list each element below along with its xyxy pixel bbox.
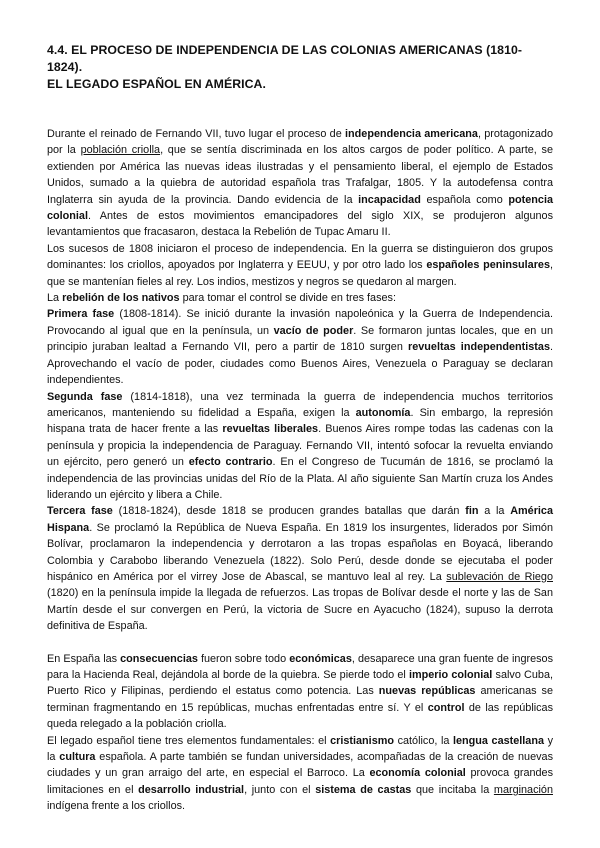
bold-term: imperio colonial bbox=[408, 669, 493, 681]
text-run: española como bbox=[420, 193, 509, 206]
bold-term: potencia colonial bbox=[47, 193, 553, 223]
text-run: católico, la bbox=[394, 734, 453, 747]
text-run: que incitaba la bbox=[411, 783, 494, 796]
text-run: Durante el reinado de Fernando VII, tuvo lugar el proceso de bbox=[47, 128, 346, 140]
bold-term: económicas bbox=[289, 652, 352, 665]
text-run: . Se formaron juntas locales, que en un principio juraban lealtad a Fernando VII, pero a partir de 1810 surgen bbox=[47, 324, 553, 354]
text-run: . Sin embargo, la represión hispana trata de hacer frente a las bbox=[47, 406, 553, 436]
underlined-term: sublevación de Riego bbox=[446, 570, 553, 583]
title-line-2: EL LEGADO ESPAÑOL EN AMÉRICA. bbox=[47, 77, 266, 91]
title-line-1: 4.4. EL PROCESO DE INDEPENDENCIA DE LAS COLONIAS AMERICANAS (1810-1824). bbox=[47, 43, 522, 74]
text-run: provoca grandes limitaciones en el bbox=[47, 767, 553, 796]
paragraph-segunda-fase bbox=[47, 389, 553, 504]
text-run: El legado español tiene tres elementos fundamentales: el bbox=[47, 734, 331, 747]
text-run: , que se mantenían fieles al rey. Los indios, mestizos y negros se quedaron al margen. bbox=[47, 259, 553, 288]
paragraph-1808 bbox=[47, 241, 553, 290]
underlined-term: población criolla bbox=[80, 144, 161, 157]
text-run: La bbox=[47, 292, 63, 305]
text-run: salvo Cuba, Puerto Rico y Filipinas, perdiendo el estatus como potencia. Las bbox=[47, 669, 553, 698]
bold-term: rebelión de los nativos bbox=[62, 292, 180, 305]
bold-term: control bbox=[427, 701, 465, 714]
text-run: a la bbox=[478, 505, 511, 518]
bold-term: desarrollo industrial bbox=[138, 783, 245, 796]
text-run: (1818-1824), desde 1818 se producen grandes batallas que darán bbox=[112, 505, 466, 518]
paragraph-rebelion bbox=[47, 290, 553, 306]
document-title bbox=[47, 42, 553, 93]
bold-term: sistema de castas bbox=[315, 783, 412, 796]
text-run: (1808-1814). Se inició durante la invasión napoleónica y la Guerra de Independencia. Provocando al igual que en la península, un bbox=[47, 308, 554, 337]
text-run: . Aprovechando el vacío de poder, ciudades como Buenos Aires, Venezuela o Paraguay se declaran independientes. bbox=[47, 341, 553, 387]
bold-term: incapacidad bbox=[358, 193, 421, 206]
document-page bbox=[47, 42, 553, 815]
text-run: . Buenos Aires rompe todas las cadenas con la península y propicia la independencia de Paraguay. Fernando VII, intentó sofocar la revuelta enviando un ejército, pero generó un bbox=[47, 423, 553, 469]
paragraph-gap bbox=[47, 635, 553, 651]
text-run: En España las bbox=[47, 652, 121, 665]
text-run: americanas se terminan fragmentando en 15 repúblicas, muchas enfrentadas entre sí. Y el bbox=[47, 685, 553, 714]
paragraph-intro bbox=[47, 126, 553, 241]
bold-term: efecto contrario bbox=[188, 456, 273, 469]
text-run: de las repúblicas queda relegado a la población criolla. bbox=[47, 701, 554, 731]
bold-term: economía colonial bbox=[369, 767, 466, 780]
paragraph-tercera-fase bbox=[47, 503, 553, 634]
bold-term: revueltas independentistas bbox=[408, 341, 550, 354]
text-run: . Antes de estos movimientos emancipadores del siglo XIX, se produjeron algunos levantamientos que fracasaron, destaca la Rebelión de Tupac Amaru II. bbox=[47, 210, 553, 239]
bold-term: consecuencias bbox=[120, 652, 198, 665]
bold-term: fin bbox=[465, 505, 479, 518]
text-run: . En el Congreso de Tucumán de 1816, se proclamó la independencia de las provincias unidas del Río de la Plata. Al año siguiente San Martín cruza los Andes liderando un ejército y libera a Chile. bbox=[47, 456, 554, 501]
paragraph-primera-fase bbox=[47, 306, 553, 388]
bold-term: autonomía bbox=[355, 406, 411, 419]
underlined-term: marginación bbox=[493, 783, 553, 796]
text-run: . Se proclamó la República de Nueva España. En 1819 los insurgentes, liderados por Simón Bolívar, proclamaron la independencia y derrotaron a las tropas españolas en Boyacá, liberando Colombia y Carabobo liberando Venezuela (1822). Solo Perú, desde donde se ejecutaba el poder hispánico en América por el virrey Jose de Abascal, se mantuvo leal al rey. La bbox=[47, 521, 553, 583]
text-run: Los sucesos de 1808 iniciaron el proceso de independencia. En la guerra se distinguieron dos grupos dominantes: los criollos, apoyados por Inglaterra y EEUU, y por otro lado los bbox=[47, 242, 553, 272]
bold-term: españoles peninsulares bbox=[426, 259, 550, 272]
bold-term: nuevas repúblicas bbox=[378, 685, 476, 698]
text-run: , protagonizado por la bbox=[47, 128, 553, 157]
text-run: española. A parte también se fundan universidades, acompañadas de la creación de nuevas ciudades y un gran arraigo del arte, en especial el Barroco. La bbox=[47, 751, 553, 780]
text-run: (1814-1818), una vez terminada la guerra de independencia muchos territorios americanos, manteniendo su fidelidad a España, exigen la bbox=[47, 390, 553, 419]
bold-term: lengua castellana bbox=[453, 734, 544, 747]
text-run: para tomar el control se divide en tres fases: bbox=[179, 292, 396, 305]
text-run: indígena frente a los criollos. bbox=[47, 800, 186, 813]
text-run: , junto con el bbox=[244, 783, 316, 796]
paragraph-legado bbox=[47, 733, 553, 815]
bold-term: independencia americana bbox=[345, 128, 478, 140]
bold-term: revueltas liberales bbox=[222, 423, 319, 436]
text-run: fueron sobre todo bbox=[197, 652, 290, 665]
bold-term: cultura bbox=[59, 751, 96, 764]
text-run: (1820) en la península impide la llegada de refuerzos. Las tropas de Bolívar desde el norte y las de San Martín desde el sur convergen en Perú, la victoria de Sucre en Ayacucho (1824), supuso la derrota definitiva de España. bbox=[47, 587, 553, 633]
bold-term: cristianismo bbox=[330, 734, 394, 747]
bold-term: Primera fase bbox=[47, 308, 115, 321]
text-run: , que se sentía discriminada en los altos cargos de poder político. A parte, se extienden por América las nuevas ideas ilustradas y el pensamiento liberal, el ejemplo de Estados Unidos, sumado a la quiebra de autoridad española tras Trafalgar, 1805. Y la autodefensa contra Inglaterra sin ayuda de la provincia. Dando evidencia de la bbox=[47, 144, 554, 206]
bold-term: Segunda fase bbox=[47, 390, 123, 403]
bold-term: Tercera fase bbox=[47, 505, 113, 518]
text-run: y la bbox=[47, 734, 553, 764]
text-run: , desaparece una gran fuente de ingresos para la Hacienda Real, dejándola al borde de la quiebra. Se pierde todo el bbox=[47, 652, 553, 681]
bold-term: vacío de poder bbox=[273, 324, 354, 337]
paragraph-consecuencias bbox=[47, 651, 553, 733]
bold-term: América Hispana bbox=[47, 505, 553, 534]
